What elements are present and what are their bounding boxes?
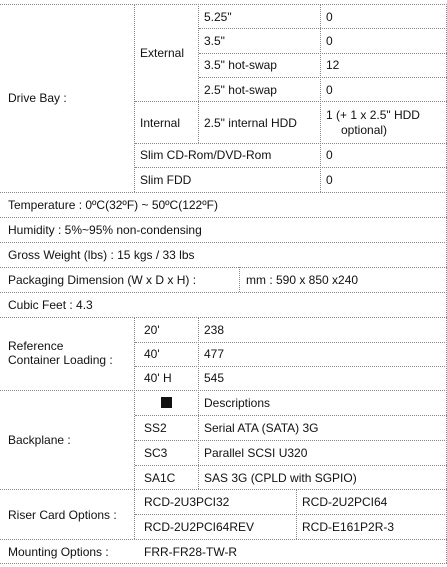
column-divider — [198, 317, 199, 489]
container-qty: 477 — [204, 347, 225, 361]
container-size: 40' H — [144, 371, 172, 385]
mounting-options-value: FRR-FR28-TW-R — [144, 545, 238, 559]
column-divider — [296, 489, 297, 539]
row-divider — [135, 440, 447, 441]
section-divider — [0, 267, 447, 268]
section-divider — [0, 192, 447, 193]
row-divider — [135, 167, 447, 168]
internal-bay-name: 2.5" internal HDD — [204, 116, 297, 130]
table-top-border — [0, 4, 447, 5]
column-divider — [134, 4, 135, 192]
packaging-dimension-label: Packaging Dimension (W x D x H) : — [8, 273, 197, 287]
row-divider — [135, 415, 447, 416]
container-size: 40' — [144, 347, 160, 361]
container-loading-label: Reference — [8, 339, 64, 353]
column-divider — [239, 267, 240, 292]
column-divider — [320, 4, 321, 192]
packaging-dimension-value: mm : 590 x 850 x240 — [246, 273, 359, 287]
column-divider — [198, 4, 199, 143]
gross-weight-spec: Gross Weight (lbs) : 15 kgs / 33 lbs — [8, 248, 195, 262]
backplane-desc: Serial ATA (SATA) 3G — [204, 421, 319, 435]
backplane-desc: Parallel SCSI U320 — [204, 446, 308, 460]
container-loading-label-line2: Container Loading : — [8, 353, 113, 367]
section-divider — [0, 292, 447, 293]
row-divider — [135, 514, 447, 515]
riser-card-option: RCD-2U2PCI64 — [302, 495, 388, 509]
slim-fdd-count: 0 — [326, 173, 333, 187]
external-label: External — [140, 46, 185, 60]
riser-card-option: RCD-E161P2R-3 — [302, 520, 395, 534]
section-divider — [0, 390, 447, 391]
external-bay-name: 3.5" — [204, 34, 225, 48]
backplane-code: SC3 — [144, 446, 168, 460]
internal-bay-count-note: optional) — [341, 123, 388, 137]
row-divider — [135, 143, 447, 144]
slim-cdrom-label: Slim CD-Rom/DVD-Rom — [140, 148, 272, 162]
row-divider — [135, 101, 447, 102]
container-qty: 238 — [204, 323, 225, 337]
section-divider — [0, 317, 447, 318]
riser-card-option: RCD-2U2PCI64REV — [144, 520, 255, 534]
row-divider — [135, 465, 447, 466]
container-qty: 545 — [204, 371, 225, 385]
section-divider — [0, 217, 447, 218]
external-bay-name: 3.5" hot-swap — [204, 58, 277, 72]
slim-cdrom-count: 0 — [326, 148, 333, 162]
drive-bay-label: Drive Bay : — [8, 91, 67, 105]
column-divider — [134, 317, 135, 539]
table-bottom-border — [0, 563, 447, 564]
backplane-code: SA1C — [144, 471, 176, 485]
external-bay-name: 5.25" — [204, 10, 232, 24]
external-bay-count: 0 — [326, 83, 333, 97]
row-divider — [135, 342, 447, 343]
row-divider — [135, 366, 447, 367]
container-size: 20' — [144, 323, 160, 337]
temperature-spec: Temperature : 0ºC(32ºF) ~ 50ºC(122ºF) — [8, 198, 218, 212]
row-divider — [199, 77, 447, 78]
section-divider — [0, 489, 447, 490]
slim-fdd-label: Slim FDD — [140, 173, 192, 187]
external-bay-count: 0 — [326, 34, 333, 48]
internal-label: Internal — [140, 116, 181, 130]
cubic-feet-spec: Cubic Feet : 4.3 — [8, 298, 93, 312]
external-bay-count: 0 — [326, 10, 333, 24]
section-divider — [0, 242, 447, 243]
riser-card-label: Riser Card Options : — [8, 508, 117, 522]
row-divider — [199, 28, 447, 29]
backplane-desc: SAS 3G (CPLD with SGPIO) — [204, 471, 357, 485]
internal-bay-count: 1 (+ 1 x 2.5" HDD — [326, 108, 420, 122]
row-divider — [199, 53, 447, 54]
external-bay-count: 12 — [326, 58, 340, 72]
external-bay-name: 2.5" hot-swap — [204, 83, 277, 97]
backplane-header: Descriptions — [204, 396, 271, 410]
backplane-label: Backplane : — [8, 433, 71, 447]
mounting-options-label: Mounting Options : — [8, 545, 109, 559]
humidity-spec: Humidity : 5%~95% non-condensing — [8, 223, 202, 237]
square-bullet-icon — [161, 397, 172, 408]
backplane-code: SS2 — [144, 421, 167, 435]
riser-card-option: RCD-2U3PCI32 — [144, 495, 230, 509]
section-divider — [0, 539, 447, 540]
